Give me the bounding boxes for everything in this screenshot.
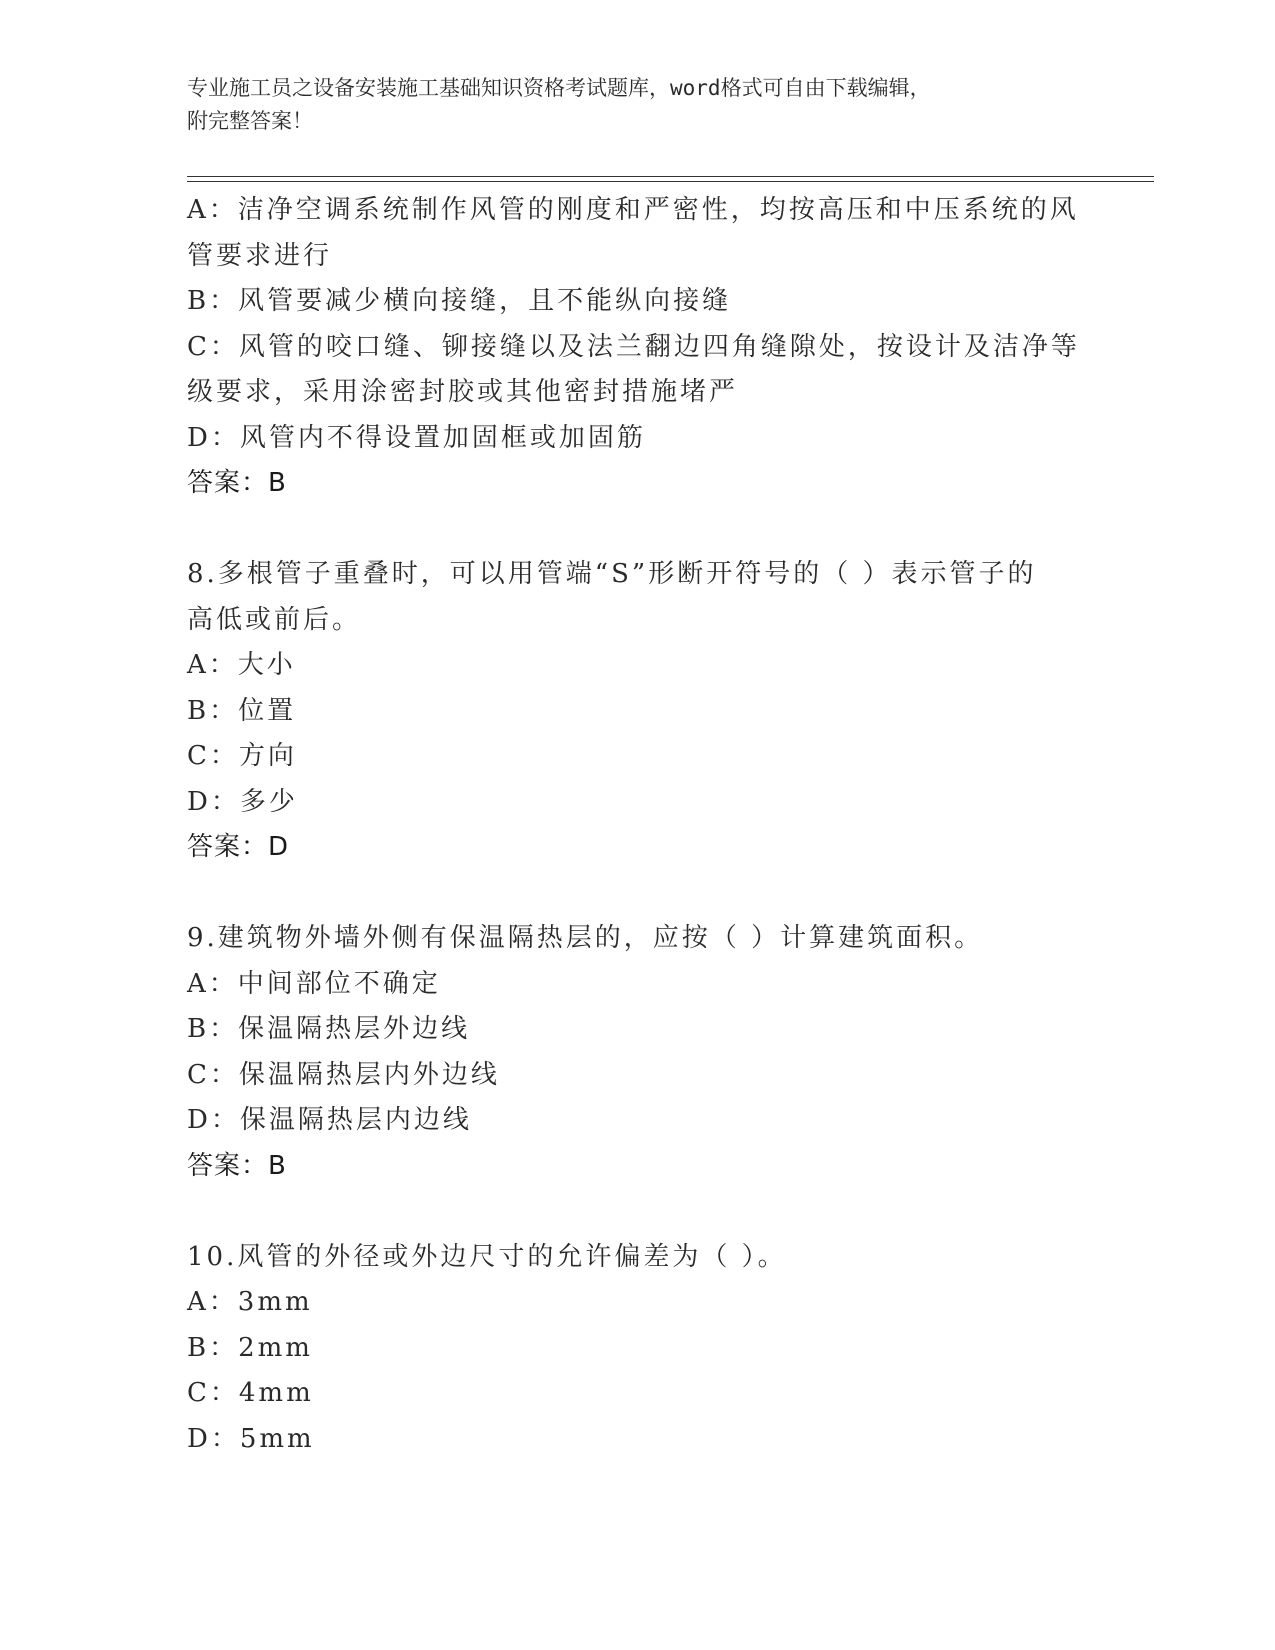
header-line-1: 专业施工员之设备安装施工基础知识资格考试题库，word格式可自由下载编辑， [187,76,931,100]
q8-option-d: D：多少 [187,786,298,817]
q10-option-c: C：4mm [187,1378,314,1408]
q7-option-c-line-1: C：风管的咬口缝、铆接缝以及法兰翻边四角缝隙处，按设计及洁净等 [187,331,1080,362]
q8-option-a: A：大小 [187,650,296,680]
q10-option-a: A：3mm [187,1287,313,1317]
q9-option-d: D：保温隔热层内边线 [187,1105,472,1135]
q9-option-b: B：保温隔热层外边线 [187,1014,471,1044]
q9-option-a: A：中间部位不确定 [187,968,441,999]
header-divider-bottom [187,181,1154,182]
spacer [187,871,1087,917]
q9-option-c: C：保温隔热层内外边线 [187,1059,500,1090]
q8-stem-line-2: 高低或前后。 [187,604,362,635]
q7-option-d: D：风管内不得设置加固框或加固筋 [187,422,646,453]
spacer [187,1189,1087,1235]
q7-answer: 答案：B [187,468,287,498]
question-10 [187,1235,1087,1463]
q8-stem-line-1: 8.多根管子重叠时，可以用管端“S”形断开符号的（ ）表示管子的 [187,559,1037,589]
q7-option-a-line-2: 管要求进行 [187,240,333,271]
q8-answer: 答案：D [187,832,290,862]
q9-answer: 答案：B [187,1150,287,1181]
q7-option-b: B：风管要减少横向接缝，且不能纵向接缝 [187,286,732,316]
q8-option-b: B：位置 [187,695,297,726]
q10-option-d: D：5mm [187,1423,315,1454]
header-line-2: 附完整答案！ [187,109,313,133]
question-7 [187,188,1087,507]
question-8 [187,552,1087,871]
question-9 [187,916,1087,1189]
q10-stem: 10.风管的外径或外边尺寸的允许偏差为（ ）。 [187,1241,787,1272]
header-divider-top [187,176,1154,177]
q7-option-c-line-2: 级要求，采用涂密封胶或其他密封措施堵严 [187,377,739,407]
q10-option-b: B：2mm [187,1332,313,1363]
question-list [187,188,1087,1462]
q8-option-c: C：方向 [187,741,297,771]
q9-stem: 9.建筑物外墙外侧有保温隔热层的，应按（ ）计算建筑面积。 [187,923,984,953]
spacer [187,507,1087,553]
q7-option-a-line-1: A：洁净空调系统制作风管的刚度和严密性，均按高压和中压系统的风 [187,195,1079,225]
document-header [187,72,1087,138]
